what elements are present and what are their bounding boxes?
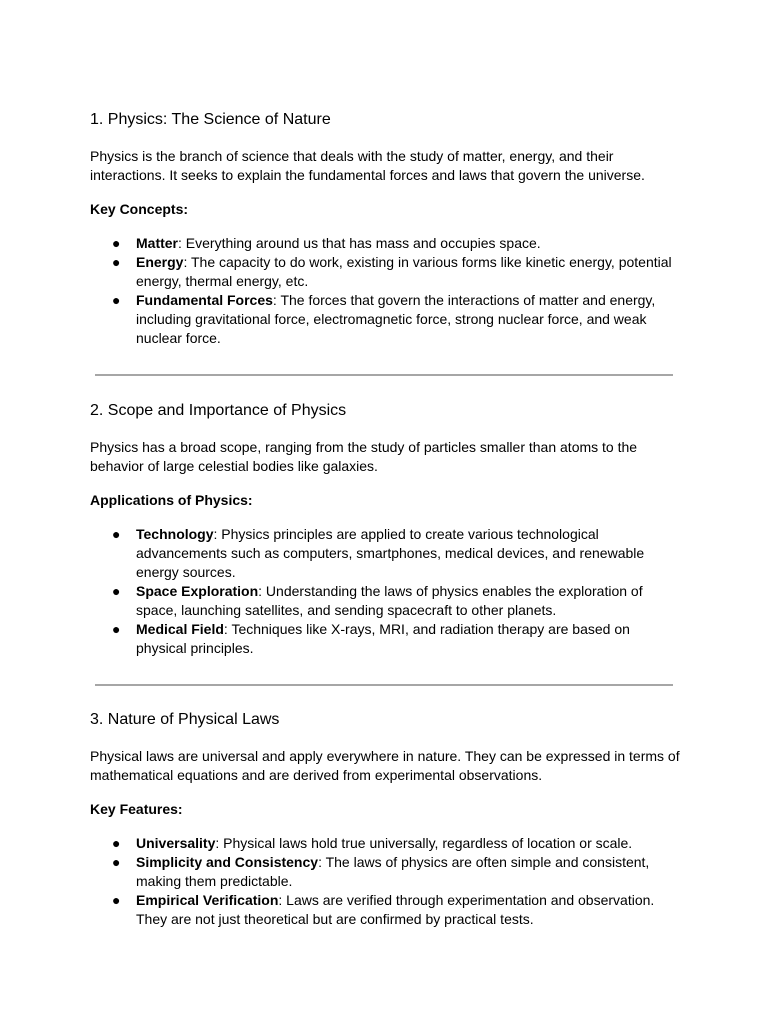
section-3-subheading: Key Features: [90,801,183,817]
bullet-icon: ● [112,835,121,851]
list-item-term: Medical Field [136,621,224,637]
list-item-text: : Everything around us that has mass and occupies space. [178,235,541,251]
list-item-text: : The forces that govern the interactions of matter and energy, including gravitational force, electromagnetic force, strong nuclear force, and weak nuclear force. [136,292,656,346]
list-item [90,253,682,291]
list-item-term: Energy [136,254,184,270]
section-1-list [90,234,682,348]
list-item-term: Technology [136,526,214,542]
bullet-icon: ● [112,235,121,251]
list-item-term: Universality [136,835,216,851]
section-3-intro: Physical laws are universal and apply everywhere in nature. They can be expressed in terms of mathematical equations and are derived from experimental observations. [90,748,680,783]
list-item-term: Matter [136,235,179,251]
bullet-icon: ● [112,854,121,870]
list-item-text: : Physical laws hold true universally, regardless of location or scale. [215,835,633,851]
section-divider [95,374,673,376]
section-2-list [90,525,682,658]
section-1 [90,110,682,348]
list-item [90,582,682,620]
list-item [90,620,682,658]
section-1-subheading: Key Concepts: [90,201,189,217]
list-item [90,291,682,348]
list-item-term: Fundamental Forces [136,292,273,308]
list-item-text: : The laws of physics are often simple and consistent, making them predictable. [136,854,650,889]
bullet-icon: ● [112,292,121,308]
list-item [90,525,682,582]
bullet-icon: ● [112,526,121,542]
section-3 [90,710,682,929]
list-item [90,234,682,253]
section-1-intro: Physics is the branch of science that deals with the study of matter, energy, and their interactions. It seeks to explain the fundamental forces and laws that govern the universe. [90,148,645,183]
list-item-term: Simplicity and Consistency [136,854,319,870]
section-2 [90,401,682,658]
bullet-icon: ● [112,583,121,599]
list-item-text: : Understanding the laws of physics enables the exploration of space, launching satellites, and sending spacecraft to other planets. [136,583,643,618]
list-item [90,891,682,929]
list-item-text: : Laws are verified through experimentation and observation. They are not just theoretical but are confirmed by practical tests. [136,892,655,927]
section-2-subheading: Applications of Physics: [90,492,253,508]
section-2-intro: Physics has a broad scope, ranging from the study of particles smaller than atoms to the behavior of large celestial bodies like galaxies. [90,439,638,474]
section-divider [95,684,673,686]
section-3-title: 3. Nature of Physical Laws [90,711,280,728]
list-item-text: : Techniques like X-rays, MRI, and radiation therapy are based on physical principles. [136,621,630,656]
bullet-icon: ● [112,621,121,637]
list-item-term: Space Exploration [136,583,259,599]
section-3-list [90,834,682,929]
section-1-title: 1. Physics: The Science of Nature [90,111,331,128]
list-item [90,834,682,853]
list-item-text: : The capacity to do work, existing in various forms like kinetic energy, potential energy, thermal energy, etc. [136,254,672,289]
list-item [90,853,682,891]
bullet-icon: ● [112,892,121,908]
list-item-term: Empirical Verification [136,892,279,908]
bullet-icon: ● [112,254,121,270]
section-2-title: 2. Scope and Importance of Physics [90,402,347,419]
list-item-text: : Physics principles are applied to create various technological advancements such as computers, smartphones, medical devices, and renewable energy sources. [136,526,645,580]
